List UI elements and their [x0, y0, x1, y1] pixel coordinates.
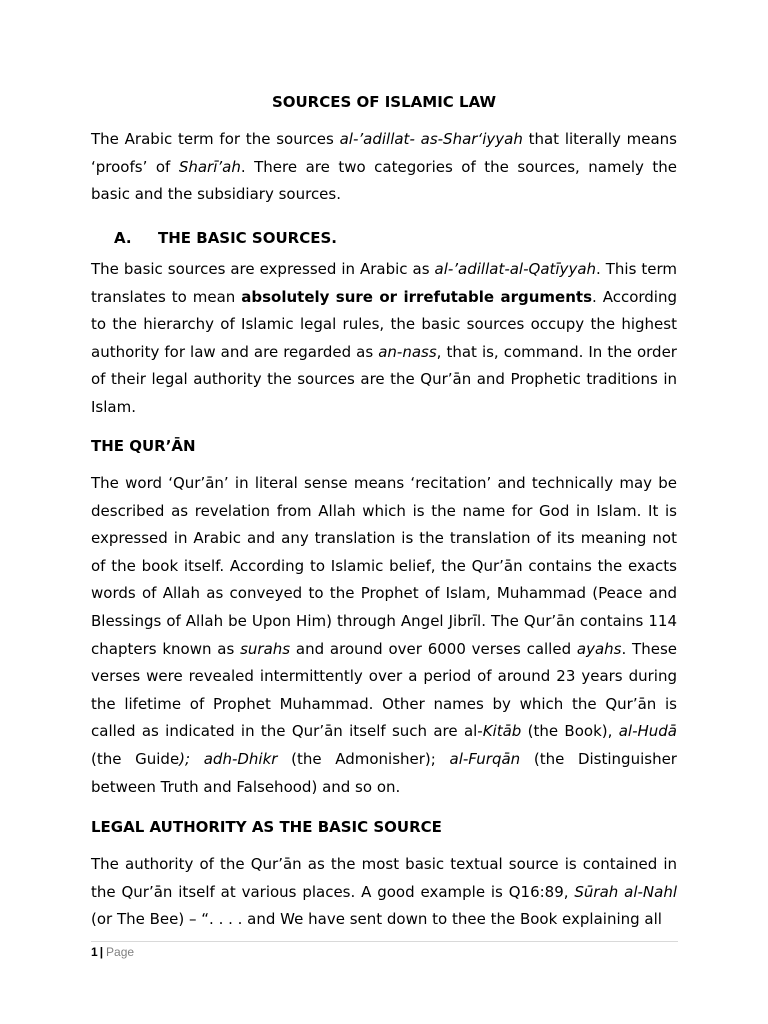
- quran-text-2: and around over 6000 verses called: [290, 639, 577, 658]
- legal-authority-heading: LEGAL AUTHORITY AS THE BASIC SOURCE: [91, 818, 442, 836]
- quran-paragraph: [91, 470, 677, 801]
- quran-term-furqan: al-Furqān: [449, 749, 521, 768]
- intro-text-1: The Arabic term for the sources: [91, 130, 340, 148]
- intro-term-sharia: Sharī’ah: [178, 157, 241, 176]
- quran-heading: THE QUR’ĀN: [91, 437, 196, 455]
- quran-text-3: . These verses were revealed intermittently over a period of around 23 years during the lifetime of Prophet Muhammad. Other names by which the Qur’ān is called as indicated in the Qur’ān itself such are al-: [91, 639, 678, 741]
- intro-text-2: that literally means ‘proofs’ of: [91, 130, 677, 176]
- basic-text-2: . This term translates to mean: [91, 260, 677, 306]
- footer-page-number: 1: [91, 945, 98, 959]
- intro-paragraph: [91, 126, 677, 209]
- basic-text-4: , that is, command. In the order of their legal authority the sources are the Qur’ān and Prophetic traditions in Islam.: [91, 342, 677, 416]
- page-footer: [91, 944, 134, 960]
- footer-page-label: Page: [106, 945, 135, 959]
- section-a-heading: [114, 228, 337, 248]
- quran-text-8: (the Distinguisher between Truth and Falsehood) and so on.: [91, 749, 677, 796]
- quran-text-4: (the Book),: [521, 722, 619, 741]
- legal-authority-paragraph: [91, 851, 677, 934]
- basic-text-3: . According to the hierarchy of Islamic legal rules, the basic sources occupy the highest authority for law and are regarded as: [91, 287, 678, 361]
- legal-text-2: (or The Bee) – “. . . . and We have sent down to thee the Book explaining all: [91, 910, 662, 929]
- quran-term-huda: al-Hudā: [618, 722, 677, 741]
- legal-text-1: The authority of the Qur’ān as the most basic textual source is contained in the Qur’ān itself at various places. A good example is Q16:89,: [91, 855, 677, 901]
- intro-text-3: . There are two categories of the sources, namely the basic and the subsidiary sources.: [91, 157, 677, 204]
- section-a-title: THE BASIC SOURCES.: [158, 229, 337, 247]
- basic-term-an-nass: an-nass: [378, 342, 437, 361]
- quran-text-7: (the Admonisher);: [277, 749, 450, 768]
- quran-text-6: [190, 750, 204, 768]
- quran-text-1: The word ‘Qur’ān’ in literal sense means ‘recitation’ and technically may be described as revelation from Allah which is the name for God in Islam. It is expressed in Arabic and any translation is the translation of its meaning not of the book itself. According to Islamic belief, the Qur’ān contains the exacts words of Allah as conveyed to the Prophet of Islam, Muhammad (Peace and Blessings of Allah be Upon Him) through Angel Jibrīl. The Qur’ān contains 114 chapters known as: [91, 474, 677, 658]
- quran-term-ayahs: ayahs: [576, 639, 622, 658]
- basic-term-qatiyyah: al-’adillat-al-Qatīyyah: [434, 260, 597, 278]
- section-a-number: A.: [114, 229, 132, 247]
- footer-separator: |: [99, 945, 104, 959]
- quran-text-5: (the Guide: [91, 749, 180, 768]
- footer-divider: [91, 941, 678, 942]
- quran-term-surahs: surahs: [240, 639, 291, 658]
- basic-sources-paragraph: [91, 256, 677, 422]
- intro-term-adillat-sharia: al-’adillat- as-Shar‘iyyah: [339, 130, 523, 148]
- quran-term-dhikr: adh-Dhikr: [203, 749, 278, 768]
- document-title: SOURCES OF ISLAMIC LAW: [271, 93, 497, 111]
- basic-text-1: The basic sources are expressed in Arabic as: [91, 260, 435, 278]
- quran-term-kitab: Kitāb: [482, 722, 522, 741]
- basic-bold-phrase: absolutely sure or irrefutable arguments: [241, 287, 593, 306]
- quran-punct-italic: );: [179, 749, 191, 768]
- legal-term-surah-nahl: Sūrah al-Nahl: [574, 882, 677, 901]
